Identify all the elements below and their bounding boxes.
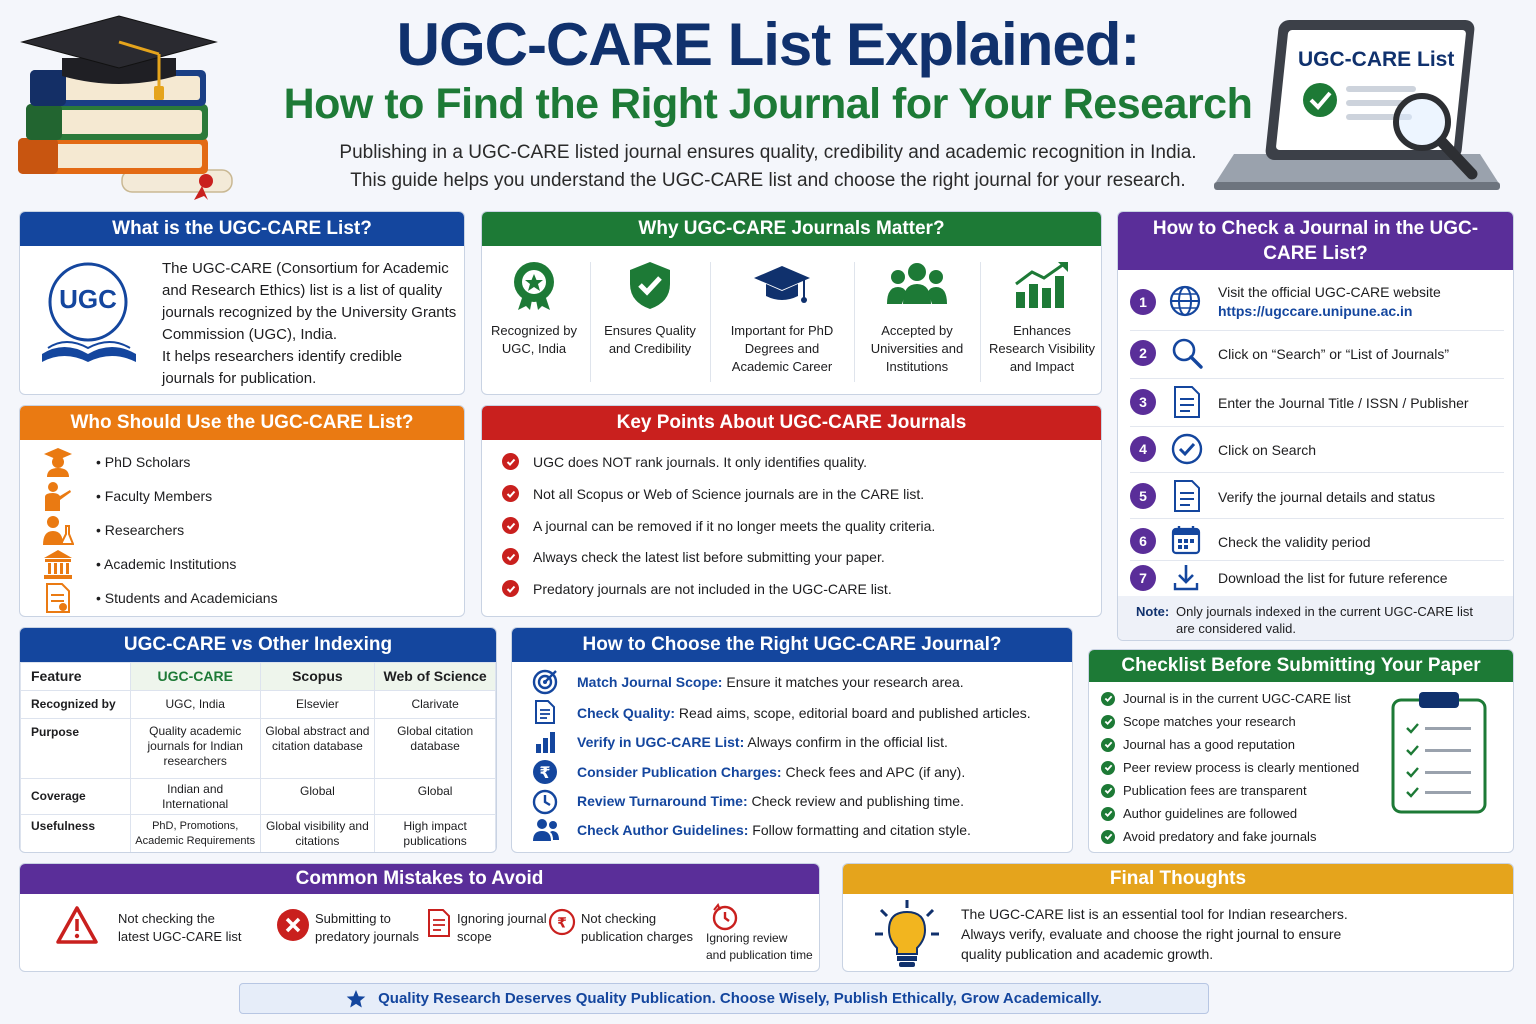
page-title: UGC-CARE List Explained: bbox=[396, 11, 1140, 78]
table-cell: UGC, India bbox=[130, 691, 260, 719]
step-text: Download the list for future reference bbox=[1218, 570, 1448, 586]
rupee-icon bbox=[548, 908, 576, 936]
step-number: 7 bbox=[1130, 565, 1156, 591]
mistakes-title: Common Mistakes to Avoid bbox=[20, 864, 819, 894]
table-cell: Global citation database bbox=[375, 719, 496, 779]
globe-icon bbox=[1168, 284, 1202, 318]
choose-item: Check Quality: Read aims, scope, editorial board and published articles. bbox=[577, 705, 1031, 721]
teacher-icon bbox=[42, 480, 74, 512]
mistake-item: Ignoring review and publication time bbox=[706, 931, 813, 962]
scholar-icon bbox=[42, 446, 74, 478]
why-item-label: Ensures Quality and Credibility bbox=[604, 323, 696, 356]
note-box bbox=[1118, 596, 1514, 641]
table-cell: Global visibility and citations bbox=[260, 815, 375, 853]
rupee-icon bbox=[532, 759, 558, 785]
why-item-label: Recognized by UGC, India bbox=[491, 323, 577, 356]
step-text: Click on “Search” or “List of Journals” bbox=[1218, 346, 1450, 362]
choose-item: Consider Publication Charges: Check fees and APC (if any). bbox=[577, 764, 966, 780]
comparison-table bbox=[20, 662, 496, 853]
ugc-logo bbox=[34, 258, 144, 368]
who-should-title: Who Should Use the UGC-CARE List? bbox=[20, 406, 464, 440]
table-row bbox=[21, 719, 496, 779]
footer-banner bbox=[239, 983, 1209, 1014]
who-item: • Students and Academicians bbox=[96, 590, 278, 606]
final-body: The UGC-CARE list is an essential tool for Indian researchers. Always verify, evaluate and choose the right journal to ensure quality publication and academic growth. bbox=[961, 906, 1348, 962]
intro-line-2: This guide helps you understand the UGC-CARE list and choose the right journal for your research. bbox=[350, 170, 1186, 191]
intro-line-1: Publishing in a UGC-CARE listed journal ensures quality, credibility and academic recognition in India. bbox=[339, 142, 1197, 163]
what-is-body-2: It helps researchers identify credible journals for publication. bbox=[162, 348, 403, 387]
search-icon bbox=[1170, 336, 1204, 370]
who-item: • PhD Scholars bbox=[96, 454, 191, 470]
choose-item: Match Journal Scope: Ensure it matches your research area. bbox=[577, 674, 964, 690]
document-icon bbox=[1172, 385, 1202, 419]
laptop-illustration bbox=[1210, 14, 1510, 204]
growth-chart-icon bbox=[1012, 260, 1072, 310]
check-icon bbox=[502, 548, 519, 565]
mistakes-panel bbox=[19, 863, 820, 972]
why-item-quality bbox=[592, 260, 708, 358]
checklist-item: Scope matches your research bbox=[1101, 714, 1296, 729]
bar-chart-icon bbox=[534, 730, 558, 754]
checklist-item: Journal is in the current UGC-CARE list bbox=[1101, 691, 1351, 706]
people-icon bbox=[887, 260, 947, 310]
clock-icon bbox=[532, 789, 558, 815]
check-icon bbox=[502, 453, 519, 470]
check-icon bbox=[1101, 692, 1115, 706]
document-icon bbox=[534, 699, 556, 725]
what-is-panel bbox=[19, 211, 465, 395]
check-icon bbox=[1101, 807, 1115, 821]
download-icon bbox=[1171, 562, 1201, 592]
who-item: • Academic Institutions bbox=[96, 556, 237, 572]
why-item-label: Enhances Research Visibility and Impact bbox=[989, 323, 1095, 374]
checklist-item: Avoid predatory and fake journals bbox=[1101, 829, 1316, 844]
laptop-screen-label: UGC-CARE List bbox=[1298, 48, 1455, 71]
mistake-item: Not checking the latest UGC-CARE list bbox=[118, 911, 242, 944]
checklist-panel bbox=[1088, 649, 1514, 853]
vs-table-title: UGC-CARE vs Other Indexing bbox=[20, 628, 496, 662]
why-item-visibility bbox=[982, 260, 1102, 376]
table-header-cell: UGC-CARE bbox=[130, 663, 260, 691]
ugc-logo-text: UGC bbox=[59, 284, 117, 314]
how-choose-title: How to Choose the Right UGC-CARE Journal? bbox=[512, 628, 1072, 662]
step-text: Enter the Journal Title / ISSN / Publisher bbox=[1218, 395, 1469, 411]
lightbulb-icon bbox=[875, 898, 939, 970]
why-matter-panel bbox=[481, 211, 1102, 395]
check-icon bbox=[502, 485, 519, 502]
step-number: 1 bbox=[1130, 289, 1156, 315]
step-text: Check the validity period bbox=[1218, 534, 1371, 550]
how-check-panel bbox=[1117, 211, 1514, 641]
svg-text:₹: ₹ bbox=[539, 763, 551, 782]
table-header-row bbox=[21, 663, 496, 691]
people-icon bbox=[532, 818, 560, 842]
final-title: Final Thoughts bbox=[843, 864, 1513, 894]
table-row bbox=[21, 691, 496, 719]
why-item-phd bbox=[714, 260, 850, 376]
choose-item: Review Turnaround Time: Check review and publishing time. bbox=[577, 793, 964, 809]
mistake-item: Not checking publication charges bbox=[581, 911, 694, 944]
key-points-panel bbox=[481, 405, 1102, 617]
table-cell: Global bbox=[260, 779, 375, 815]
table-cell: Usefulness bbox=[21, 815, 131, 853]
star-icon bbox=[346, 989, 366, 1009]
why-matter-title: Why UGC-CARE Journals Matter? bbox=[482, 212, 1101, 246]
why-item-recognized bbox=[482, 260, 586, 358]
institution-icon bbox=[42, 548, 74, 580]
check-icon bbox=[1101, 830, 1115, 844]
note-label: Note: bbox=[1136, 604, 1170, 619]
target-icon bbox=[532, 669, 558, 695]
table-cell: Global bbox=[375, 779, 496, 815]
mistake-item: Ignoring journal scope bbox=[457, 911, 547, 944]
key-point-item: A journal can be removed if it no longer meets the quality criteria. bbox=[502, 517, 935, 534]
table-header-cell: Feature bbox=[21, 663, 131, 691]
key-points-title: Key Points About UGC-CARE Journals bbox=[482, 406, 1101, 440]
key-point-item: Not all Scopus or Web of Science journals are in the CARE list. bbox=[502, 485, 924, 502]
researcher-icon bbox=[42, 514, 74, 546]
note-line-2: are considered valid. bbox=[1176, 621, 1296, 636]
table-cell: Elsevier bbox=[260, 691, 375, 719]
table-cell: Clarivate bbox=[375, 691, 496, 719]
what-is-title: What is the UGC-CARE List? bbox=[20, 212, 464, 246]
close-icon bbox=[276, 908, 310, 942]
ugc-care-website-link[interactable]: https://ugccare.unipune.ac.in bbox=[1218, 303, 1413, 319]
who-item: • Researchers bbox=[96, 522, 185, 538]
checklist-item: Peer review process is clearly mentioned bbox=[1101, 760, 1359, 775]
table-row bbox=[21, 779, 496, 815]
award-icon bbox=[510, 260, 558, 310]
why-item-label: Accepted by Universities and Institutions bbox=[870, 323, 964, 374]
warning-icon bbox=[56, 906, 98, 944]
who-item: • Faculty Members bbox=[96, 488, 213, 504]
checklist-item: Publication fees are transparent bbox=[1101, 783, 1307, 798]
calendar-icon bbox=[1170, 524, 1202, 556]
check-circle-icon bbox=[1170, 432, 1204, 466]
key-point-item: UGC does NOT rank journals. It only identifies quality. bbox=[502, 453, 867, 470]
table-row bbox=[21, 815, 496, 853]
what-is-body: The UGC-CARE (Consortium for Academic and Research Ethics) list is a list of quality journals recognized by the University Grants Commission (UGC), India. bbox=[162, 260, 457, 343]
step-text: Visit the official UGC-CARE website bbox=[1218, 284, 1441, 300]
clipboard-icon bbox=[1389, 690, 1489, 814]
why-item-accepted bbox=[856, 260, 978, 376]
footer-text: Quality Research Deserves Quality Publication. Choose Wisely, Publish Ethically, Grow Academically. bbox=[378, 990, 1102, 1007]
page-subtitle: How to Find the Right Journal for Your Research bbox=[283, 80, 1253, 128]
table-cell: Global abstract and citation database bbox=[260, 719, 375, 779]
final-panel bbox=[842, 863, 1514, 972]
check-icon bbox=[1101, 715, 1115, 729]
document-icon bbox=[427, 908, 451, 938]
check-icon bbox=[502, 580, 519, 597]
table-cell: Coverage bbox=[21, 779, 131, 815]
checklist-title: Checklist Before Submitting Your Paper bbox=[1089, 650, 1513, 682]
checklist-item: Author guidelines are followed bbox=[1101, 806, 1297, 821]
key-point-item: Predatory journals are not included in the UGC-CARE list. bbox=[502, 580, 892, 597]
step-number: 6 bbox=[1130, 528, 1156, 554]
vs-table-panel bbox=[19, 627, 497, 853]
table-cell: Purpose bbox=[21, 719, 131, 779]
why-item-label: Important for PhD Degrees and Academic Career bbox=[730, 323, 834, 374]
step-number: 3 bbox=[1130, 389, 1156, 415]
graduation-cap-icon bbox=[752, 260, 812, 310]
step-number: 2 bbox=[1130, 340, 1156, 366]
document-icon bbox=[1172, 479, 1202, 513]
step-number: 4 bbox=[1130, 436, 1156, 462]
table-header-cell: Web of Science bbox=[375, 663, 496, 691]
shield-check-icon bbox=[626, 260, 674, 310]
table-header-cell: Scopus bbox=[260, 663, 375, 691]
table-cell: Quality academic journals for Indian researchers bbox=[130, 719, 260, 779]
mistake-item: Submitting to predatory journals bbox=[315, 911, 420, 944]
table-cell: PhD, Promotions, Academic Requirements bbox=[130, 815, 260, 853]
checklist-item: Journal has a good reputation bbox=[1101, 737, 1295, 752]
step-text: Click on Search bbox=[1218, 442, 1317, 458]
how-choose-panel bbox=[511, 627, 1073, 853]
table-cell: High impact publications bbox=[375, 815, 496, 853]
step-number: 5 bbox=[1130, 483, 1156, 509]
choose-item: Verify in UGC-CARE List: Always confirm in the official list. bbox=[577, 734, 948, 750]
note-line-1: Only journals indexed in the current UGC-CARE list bbox=[1176, 604, 1473, 619]
choose-item: Check Author Guidelines: Follow formatting and citation style. bbox=[577, 822, 971, 838]
svg-text:₹: ₹ bbox=[557, 915, 567, 932]
document-icon bbox=[44, 582, 72, 614]
table-cell: Recognized by bbox=[21, 691, 131, 719]
check-icon bbox=[502, 517, 519, 534]
clock-icon bbox=[710, 902, 740, 932]
check-icon bbox=[1101, 738, 1115, 752]
key-point-item: Always check the latest list before submitting your paper. bbox=[502, 548, 885, 565]
step-text: Verify the journal details and status bbox=[1218, 489, 1436, 505]
check-icon bbox=[1101, 761, 1115, 775]
check-icon bbox=[1101, 784, 1115, 798]
table-cell: Indian and International bbox=[130, 779, 260, 815]
how-check-title: How to Check a Journal in the UGC-CARE List? bbox=[1118, 212, 1513, 270]
who-should-panel bbox=[19, 405, 465, 617]
